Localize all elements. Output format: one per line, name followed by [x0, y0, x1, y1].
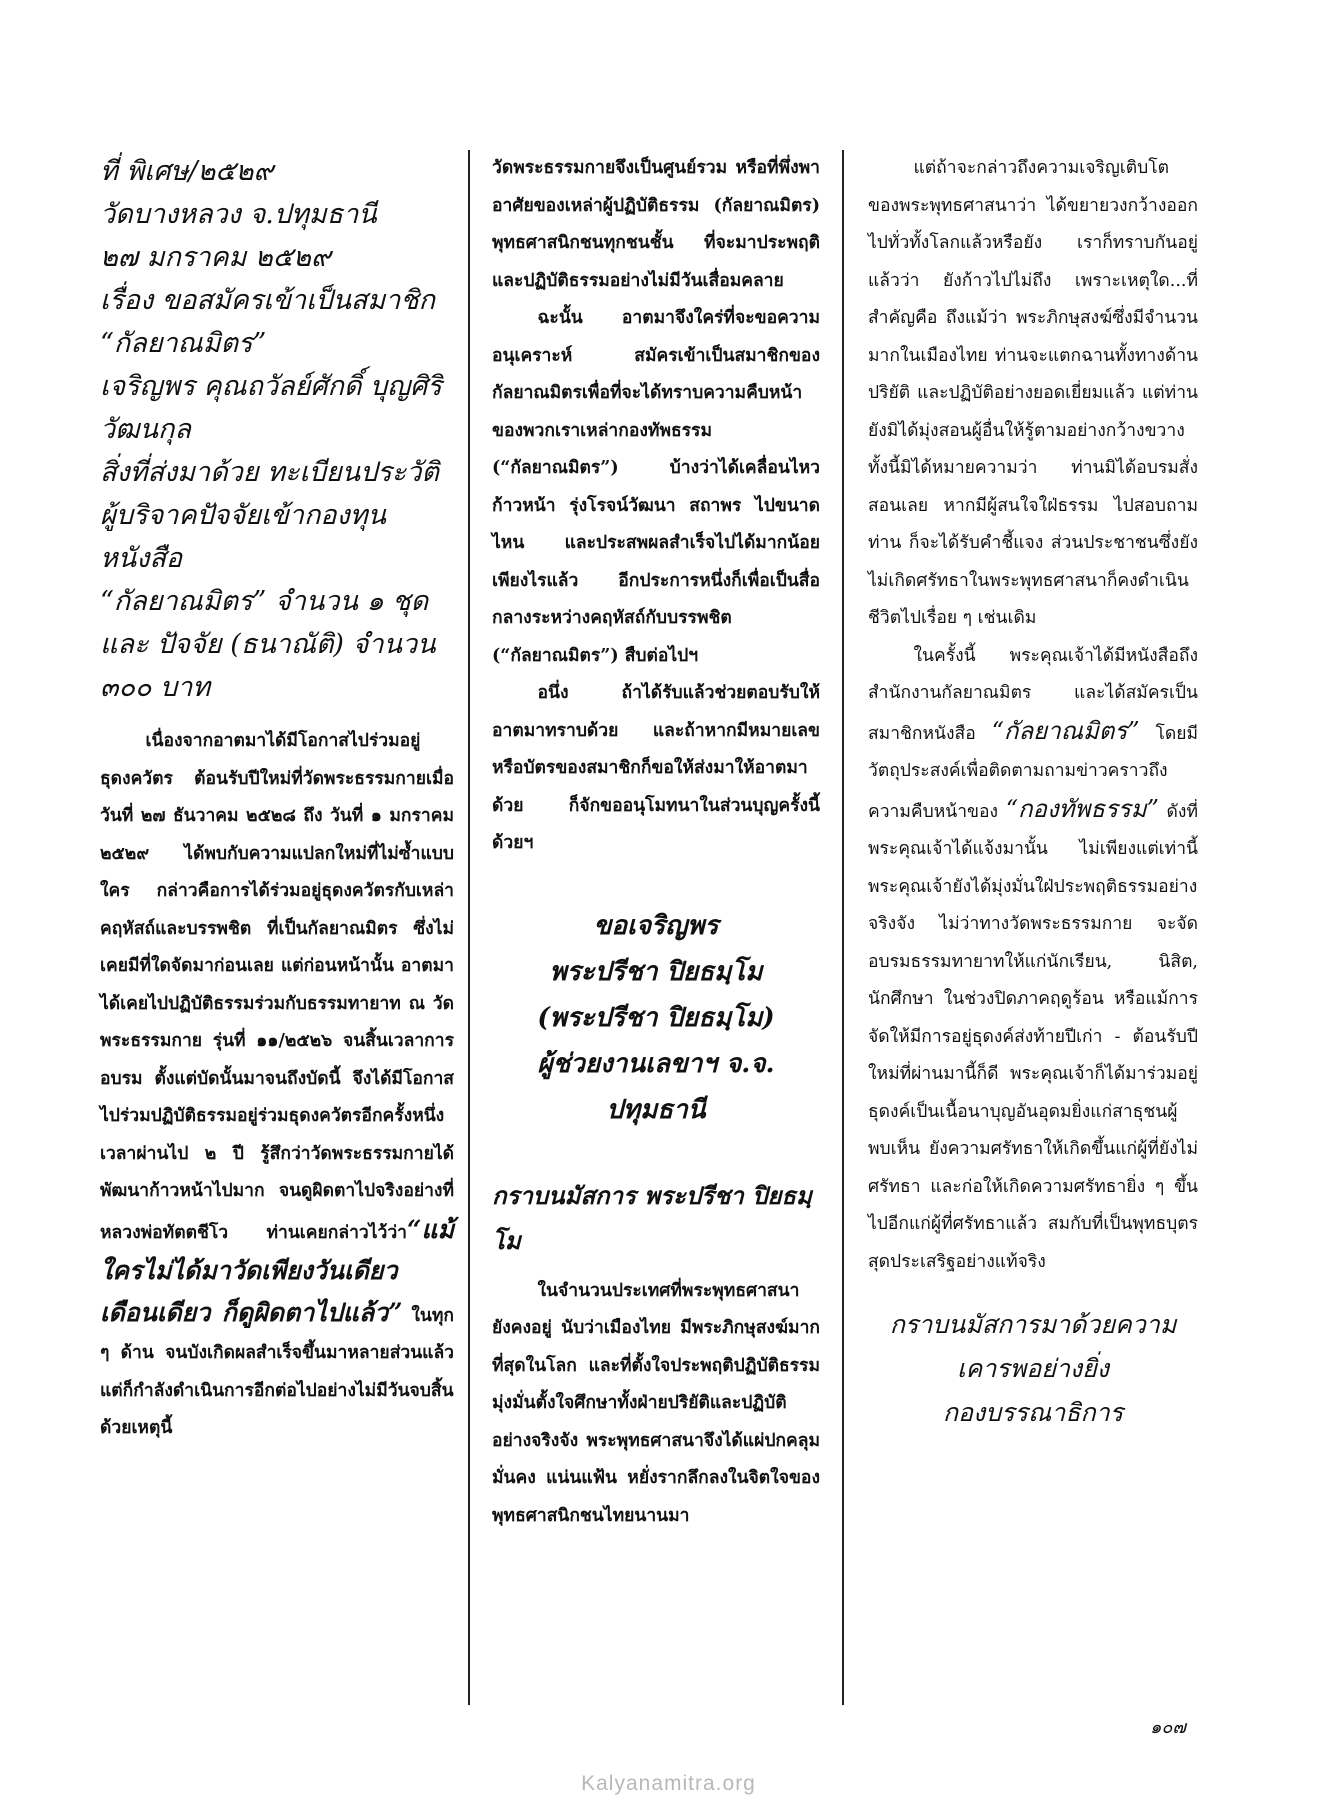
column-divider [842, 150, 844, 1705]
header-line: วัดบางหลวง จ.ปทุมธานี [100, 199, 377, 230]
body-paragraph [868, 638, 1198, 1282]
body-paragraph: แต่ถ้าจะกล่าวถึงความเจริญเติบโตของพระพุทธศาสนาว่า ได้ขยายวงกว้างออกไปทั่วทั้งโลกแล้วหรือยัง เราก็ทราบกันอยู่แล้วว่า ยังก้าวไปไม่ถึง เพราะเหตุใด...ที่สำคัญคือ ถึงแม้ว่า พระภิกษุสงฆ์ซึ่งมีจำนวนมากในเมืองไทย ท่านจะแตกฉานทั้งทางด้านปริยัติ และปฏิบัติอย่างยอดเยี่ยมแล้ว แต่ท่านยังมิได้มุ่งสอนผู้อื่นให้รู้ตามอย่างกว้างขวาง ทั้งนี้มิได้หมายความว่า ท่านมิได้อบรมสั่งสอนเลย หากมีผู้สนใจใฝ่ธรรม ไปสอบถามท่าน ก็จะได้รับคำชี้แจง ส่วนประชาชนซึ่งยังไม่เกิดศรัทธาในพระพุทธศาสนาก็คงดำเนินชีวิตไปเรื่อย ๆ เช่นเดิม [868, 158, 1198, 628]
header-line: ผู้บริจาคปัจจัยเข้ากองทุนหนังสือ [100, 500, 386, 574]
header-line: ๓๐๐ บาท [100, 672, 211, 703]
body-text: ในครั้งนี้ พระคุณเจ้าได้มีหนังสือถึงสำนักงานกัลยาณมิตร และได้สมัครเป็นสมาชิกหนังสือ [868, 645, 1198, 744]
signature-line: (พระปรีชา ปิยธมฺโม) [537, 1002, 775, 1033]
column-left [100, 150, 454, 1448]
closing-line: เคารพอย่างยิ่ง [957, 1354, 1109, 1383]
reply-body [492, 1273, 820, 1536]
reply-address: กราบนมัสการ พระปรีชา ปิยธมฺโม [492, 1180, 812, 1255]
closing-block [868, 1303, 1198, 1435]
header-line: ที่ พิเศษ/๒๕๒๙ [100, 156, 274, 187]
header-line: เรื่อง ขอสมัครเข้าเป็นสมาชิก [100, 285, 436, 316]
quote-text: “แม้ใครไม่ได้มาวัดเพียงวันเดียว เดือนเดียว ก็ดูผิดตาไปแล้ว” [100, 1214, 454, 1327]
header-line: เจริญพร คุณถวัลย์ศักดิ์ บุญศิริ [100, 371, 442, 402]
header-line: ๒๗ มกราคม ๒๕๒๙ [100, 242, 331, 273]
letter-body-continued [492, 150, 820, 863]
watermark: Kalyanamitra.org [581, 1772, 756, 1795]
letter-body [100, 723, 454, 1448]
column-right [868, 150, 1198, 1435]
column-divider [468, 150, 470, 1705]
column-middle [492, 150, 820, 1535]
closing-line: กองบรรณาธิการ [942, 1398, 1124, 1427]
magazine-title: “กัลยาณมิตร” [991, 716, 1140, 745]
header-line: “กัลยาณมิตร” จำนวน ๑ ชุด [100, 586, 429, 617]
signature-block [492, 903, 820, 1133]
header-line: สิ่งที่ส่งมาด้วย ทะเบียนประวัติ [100, 457, 439, 488]
page-number: ๑๐๗ [1150, 1717, 1186, 1738]
body-text: ในทุก ๆ ด้าน จนบังเกิดผลสำเร็จขึ้นมาหลายส่วนแล้ว แต่ก็กำลังดำเนินการอีกต่อไปอย่างไม่มีวันจบสิ้น ด้วยเหตุนี้ [100, 1305, 454, 1438]
body-paragraph: วัดพระธรรมกายจึงเป็นศูนย์รวม หรือที่พึ่งพาอาศัยของเหล่าผู้ปฏิบัติธรรม (กัลยาณมิตร) พุทธศาสนิกชนทุกชนชั้น ที่จะมาประพฤติและปฏิบัติธรรมอย่างไม่มีวันเสื่อมคลาย [492, 158, 820, 291]
body-text: ดังที่พระคุณเจ้าได้แจ้งมานั้น ไม่เพียงแต่เท่านี้ พระคุณเจ้ายังได้มุ่งมั่นใฝ่ประพฤติธรรมอย่างจริงจัง ไม่ว่าทางวัดพระธรรมกาย จะจัดอบรมธรรมทายาทให้แก่นักเรียน, นิสิต, นักศึกษา ในช่วงปิดภาคฤดูร้อน หรือแม้การจัดให้มีการอยู่ธุดงค์ส่งท้ายปีเก่า - ต้อนรับปีใหม่ที่ผ่านมานี้ก็ดี พระคุณเจ้าก็ได้มาร่วมอยู่ธุดงค์เป็นเนื้อนาบุญอันอุดมยิ่งแก่สาธุชนผู้พบเห็น ยังความศรัทธาให้เกิดขึ้นแก่ผู้ที่ยังไม่ศรัทธา และก่อให้เกิดความศรัทธายิ่ง ๆ ขึ้นไปอีกแก่ผู้ที่ศรัทธาแล้ว สมกับที่เป็นพุทธบุตรสุดประเสริฐอย่างแท้จริง [868, 801, 1198, 1272]
quote-text: “กองทัพธรรม” [1005, 794, 1159, 823]
body-paragraph: ฉะนั้น อาตมาจึงใคร่ที่จะขอความอนุเคราะห์ สมัครเข้าเป็นสมาชิกของกัลยาณมิตรเพื่อที่จะได้ทราบความคืบหน้าของพวกเราเหล่ากองทัพธรรม (“กัลยาณมิตร”) บ้างว่าได้เคลื่อนไหวก้าวหน้า รุ่งโรจน์วัฒนา สถาพร ไปขนาดไหน และประสพผลสำเร็จไปได้มากน้อยเพียงไรแล้ว อีกประการหนึ่งก็เพื่อเป็นสื่อกลางระหว่างคฤหัสถ์กับบรรพชิต (“กัลยาณมิตร”) สืบต่อไปฯ [492, 308, 820, 666]
body-text: เนื่องจากอาตมาได้มีโอกาสไปร่วมอยู่ธุดงควัตร ต้อนรับปีใหม่ที่วัดพระธรรมกายเมื่อวันที่ ๒๗ ธันวาคม ๒๕๒๘ ถึง วันที่ ๑ มกราคม ๒๕๒๙ ได้พบกับความแปลกใหม่ที่ไม่ซ้ำแบบใคร กล่าวคือการได้ร่วมอยู่ธุดงควัตรกับเหล่าคฤหัสถ์และบรรพชิต ที่เป็นกัลยาณมิตร ซึ่งไม่เคยมีที่ใดจัดมาก่อนเลย แต่ก่อนหน้านั้น อาตมาได้เคยไปปฏิบัติธรรมร่วมกับธรรมทายาท ณ วัดพระธรรมกาย รุ่นที่ ๑๑/๒๕๒๖ จนสิ้นเวลาการอบรม ตั้งแต่บัดนั้นมาจนถึงบัดนี้ จึงได้มีโอกาสไปร่วมปฏิบัติธรรมอยู่ร่วมธุดงควัตรอีกครั้งหนึ่ง เวลาผ่านไป ๒ ปี รู้สึกว่าวัดพระธรรมกายได้พัฒนาก้าวหน้าไปมาก จนดูผิดตาไปจริงอย่างที่หลวงพ่อทัตตชีโว ท่านเคยกล่าวไว้ว่า [100, 731, 454, 1243]
header-line: วัฒนกุล [100, 414, 191, 445]
letter-header [100, 150, 454, 709]
header-line: และ ปัจจัย (ธนาณัติ) จำนวน [100, 629, 436, 660]
body-paragraph [100, 723, 454, 1448]
signature-line: ขอเจริญพร [593, 910, 719, 941]
signature-line: ผู้ช่วยงานเลขาฯ จ.จ. ปทุมธานี [537, 1048, 775, 1125]
header-line: “กัลยาณมิตร” [100, 328, 267, 359]
signature-line: พระปรีชา ปิยธมฺโม [549, 956, 763, 987]
body-paragraph: อนึ่ง ถ้าได้รับแล้วช่วยตอบรับให้อาตมาทราบด้วย และถ้าหากมีหมายเลขหรือบัตรของสมาชิกก็ขอให้ส่งมาให้อาตมาด้วย ก็จักขออนุโมทนาในส่วนบุญครั้งนี้ด้วยฯ [492, 683, 820, 853]
reply-body-continued [868, 150, 1198, 1281]
body-text: โดยมีวัตถุประสงค์เพื่อติดตามถามข่าวคราวถึง ความคืบหน้าของ [868, 723, 1198, 822]
closing-line: กราบนมัสการมาด้วยความ [889, 1310, 1177, 1339]
body-paragraph: ในจำนวนประเทศที่พระพุทธศาสนา ยังคงอยู่ นับว่าเมืองไทย มีพระภิกษุสงฆ์มากที่สุดในโลก และที่ตั้งใจประพฤติปฏิบัติธรรม มุ่งมั่นตั้งใจศึกษาทั้งฝ่ายปริยัติและปฏิบัติอย่างจริงจัง พระพุทธศาสนาจึงได้แผ่ปกคลุมมั่นคง แน่นแฟ้น หยั่งรากลึกลงในจิตใจของพุทธศาสนิกชนไทยนานมา [492, 1280, 820, 1526]
